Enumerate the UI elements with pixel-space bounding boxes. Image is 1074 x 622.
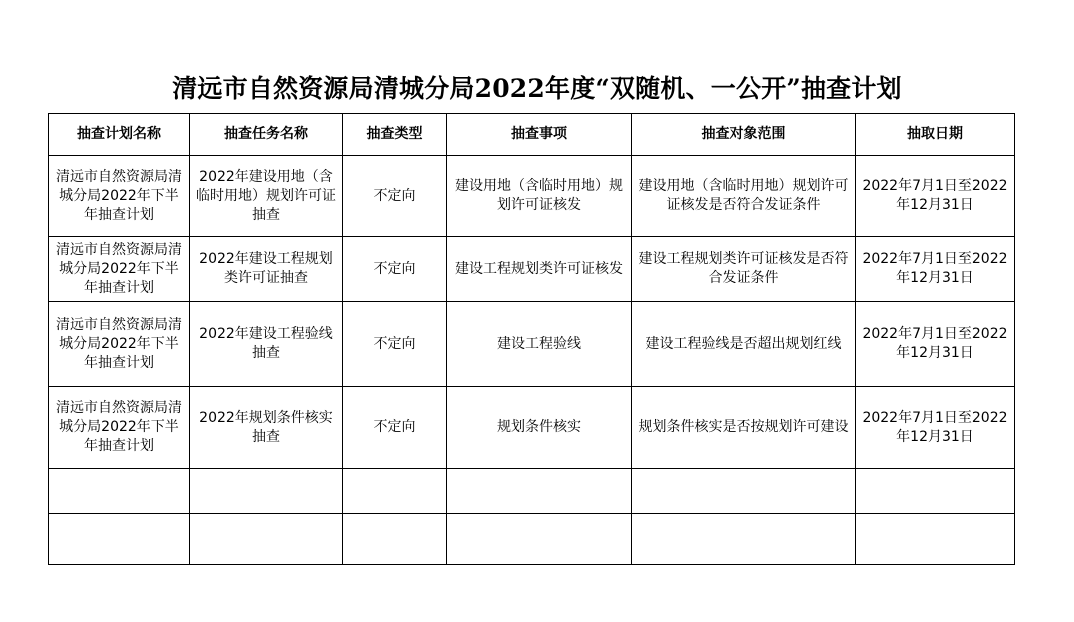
empty-cell	[856, 514, 1015, 565]
table-row-empty	[49, 514, 1015, 565]
cell-task-name: 2022年规划条件核实抽查	[190, 387, 343, 469]
cell-check-type: 不定向	[343, 237, 447, 302]
header-plan-name: 抽查计划名称	[49, 114, 190, 156]
cell-draw-date: 2022年7月1日至2022年12月31日	[856, 387, 1015, 469]
cell-draw-date: 2022年7月1日至2022年12月31日	[856, 156, 1015, 237]
cell-object-scope: 建设用地（含临时用地）规划许可证核发是否符合发证条件	[632, 156, 856, 237]
header-task-name: 抽查任务名称	[190, 114, 343, 156]
header-object-scope: 抽查对象范围	[632, 114, 856, 156]
cell-check-item: 建设工程验线	[447, 302, 632, 387]
table-row	[49, 237, 1015, 302]
cell-task-name: 2022年建设用地（含临时用地）规划许可证抽查	[190, 156, 343, 237]
header-check-type: 抽查类型	[343, 114, 447, 156]
cell-check-item: 规划条件核实	[447, 387, 632, 469]
inspection-plan-table	[48, 113, 1015, 565]
cell-plan-name: 清远市自然资源局清城分局2022年下半年抽查计划	[49, 302, 190, 387]
empty-cell	[447, 469, 632, 514]
empty-cell	[632, 514, 856, 565]
cell-check-type: 不定向	[343, 302, 447, 387]
cell-object-scope: 建设工程规划类许可证核发是否符合发证条件	[632, 237, 856, 302]
table-row-empty	[49, 469, 1015, 514]
cell-object-scope: 规划条件核实是否按规划许可建设	[632, 387, 856, 469]
table-header-row	[49, 114, 1015, 156]
cell-plan-name: 清远市自然资源局清城分局2022年下半年抽查计划	[49, 237, 190, 302]
cell-plan-name: 清远市自然资源局清城分局2022年下半年抽查计划	[49, 156, 190, 237]
table-row	[49, 156, 1015, 237]
cell-check-type: 不定向	[343, 387, 447, 469]
empty-cell	[447, 514, 632, 565]
empty-cell	[856, 469, 1015, 514]
empty-cell	[343, 514, 447, 565]
header-draw-date: 抽取日期	[856, 114, 1015, 156]
table-row	[49, 387, 1015, 469]
empty-cell	[343, 469, 447, 514]
empty-cell	[190, 469, 343, 514]
cell-check-item: 建设工程规划类许可证核发	[447, 237, 632, 302]
document-title: 清远市自然资源局清城分局2022年度“双随机、一公开”抽查计划	[172, 74, 902, 103]
cell-object-scope: 建设工程验线是否超出规划红线	[632, 302, 856, 387]
cell-check-item: 建设用地（含临时用地）规划许可证核发	[447, 156, 632, 237]
cell-draw-date: 2022年7月1日至2022年12月31日	[856, 302, 1015, 387]
cell-task-name: 2022年建设工程验线抽查	[190, 302, 343, 387]
cell-plan-name: 清远市自然资源局清城分局2022年下半年抽查计划	[49, 387, 190, 469]
header-check-item: 抽查事项	[447, 114, 632, 156]
empty-cell	[49, 514, 190, 565]
cell-draw-date: 2022年7月1日至2022年12月31日	[856, 237, 1015, 302]
cell-check-type: 不定向	[343, 156, 447, 237]
table-row	[49, 302, 1015, 387]
empty-cell	[49, 469, 190, 514]
empty-cell	[632, 469, 856, 514]
cell-task-name: 2022年建设工程规划类许可证抽查	[190, 237, 343, 302]
empty-cell	[190, 514, 343, 565]
